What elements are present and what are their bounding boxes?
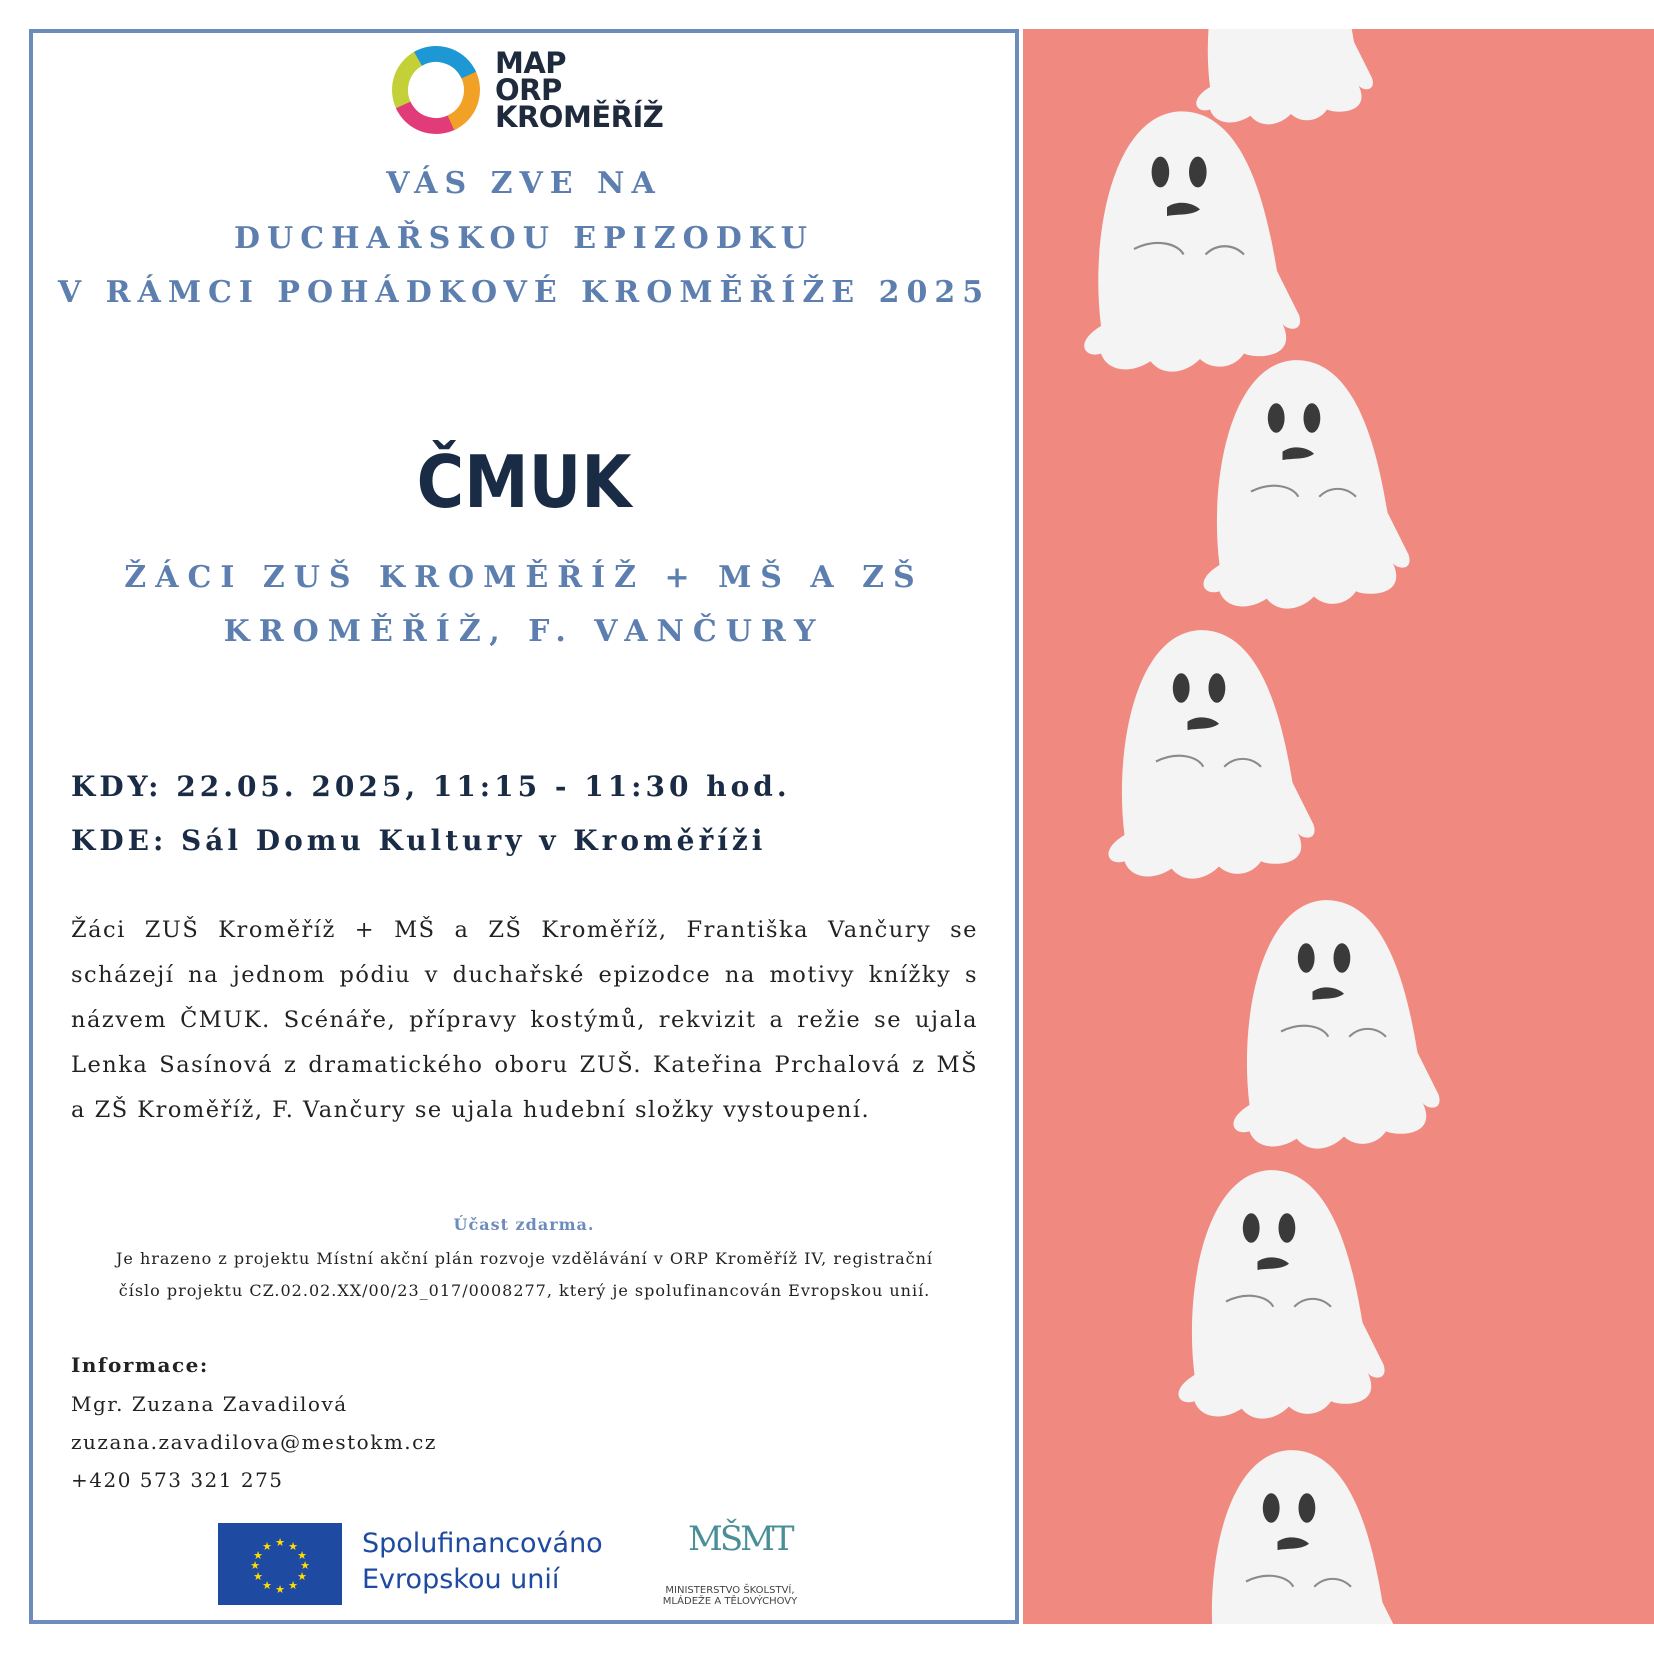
invitation-line-2: DUCHAŘSKOU EPIZODKU xyxy=(234,221,814,256)
admission-note: Účast zdarma. xyxy=(453,1215,595,1234)
invitation-line-1: VÁS ZVE NA xyxy=(386,166,662,201)
ghost-figure xyxy=(1179,1170,1385,1418)
ghost-figure xyxy=(1234,900,1440,1148)
svg-text:★: ★ xyxy=(250,1559,260,1572)
svg-text:★: ★ xyxy=(275,1536,285,1549)
svg-text:★: ★ xyxy=(297,1549,307,1562)
eu-line-2: Evropskou unií xyxy=(362,1564,560,1595)
eu-line-1: Spolufinancováno xyxy=(362,1528,603,1559)
svg-text:★: ★ xyxy=(253,1570,263,1583)
ghosts-illustration xyxy=(1023,29,1654,1624)
funding-note xyxy=(71,1243,978,1307)
page-title: ČMUK xyxy=(416,440,632,524)
svg-text:★: ★ xyxy=(253,1549,263,1562)
event-description: Žáci ZUŠ Kroměříž + MŠ a ZŠ Kroměříž, Františka Vančury se scházejí na jednom pódiu v duchařské epizodce na motivy knížky s názvem ČMUK. Scénáře, přípravy kostýmů, rekvizit a režie se ujala Lenka Sasínová z dramatického oboru ZUŠ. Kateřina Prchalová z MŠ a ZŠ Kroměříž, F. Vančury se ujala hudební složky vystoupení. xyxy=(71,917,978,1123)
ghost-figure xyxy=(1084,111,1300,371)
invitation-line-3: V RÁMCI POHÁDKOVÉ KROMĚŘÍŽE 2025 xyxy=(57,275,991,310)
msmt-mark: MŠMT xyxy=(688,1519,792,1559)
contact-email[interactable]: zuzana.zavadilova@mestokm.cz xyxy=(71,1430,437,1454)
msmt-logo xyxy=(640,1519,820,1609)
svg-text:★: ★ xyxy=(288,1579,298,1592)
performers-line-2: KROMĚŘÍŽ, F. VANČURY xyxy=(223,614,825,649)
contact-phone[interactable]: +420 573 321 275 xyxy=(71,1468,284,1492)
logo-ring-icon xyxy=(390,44,482,136)
svg-text:★: ★ xyxy=(297,1570,307,1583)
msmt-line-2: MLÁDEŽE A TĚLOVÝCHOVY xyxy=(662,1596,798,1607)
eu-cofinanced-text xyxy=(362,1526,603,1598)
eu-flag-logo xyxy=(218,1523,342,1605)
eu-stars-icon xyxy=(218,1523,342,1605)
svg-text:★: ★ xyxy=(300,1559,310,1572)
contact-heading: Informace: xyxy=(71,1353,209,1377)
funding-line-1: Je hrazeno z projektu Místní akční plán rozvoje vzdělávání v ORP Kroměříž IV, registrační xyxy=(115,1249,934,1268)
ghost-figure xyxy=(1196,29,1373,124)
ghost-figure xyxy=(1199,1450,1405,1624)
funding-line-2: číslo projektu CZ.02.02.XX/00/23_017/0008277, který je spolufinancován Evropskou unií. xyxy=(118,1281,931,1300)
ghost-figure xyxy=(1109,630,1315,878)
contact-name: Mgr. Zuzana Zavadilová xyxy=(71,1392,348,1416)
logo-line-3: KROMĚŘÍŽ xyxy=(495,100,664,134)
logo-line-2: ORP xyxy=(495,73,562,107)
svg-text:★: ★ xyxy=(262,1540,272,1553)
map-orp-logo xyxy=(390,44,670,136)
ghost-panel xyxy=(1023,29,1654,1624)
event-when: KDY: 22.05. 2025, 11:15 - 11:30 hod. xyxy=(71,770,791,803)
msmt-line-1: MINISTERSTVO ŠKOLSTVÍ, xyxy=(665,1585,795,1596)
svg-text:★: ★ xyxy=(262,1579,272,1592)
svg-text:★: ★ xyxy=(275,1583,285,1596)
svg-text:★: ★ xyxy=(288,1540,298,1553)
logo-line-1: MAP xyxy=(495,46,567,80)
ghost-figure xyxy=(1204,360,1410,608)
event-where: KDE: Sál Domu Kultury v Kroměříži xyxy=(71,824,767,857)
performers-line-1: ŽÁCI ZUŠ KROMĚŘÍŽ + MŠ A ZŠ xyxy=(124,560,924,595)
